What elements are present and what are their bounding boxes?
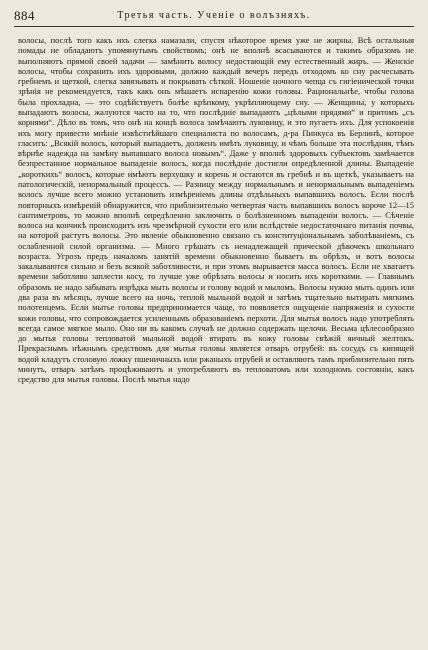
paragraph: волосы, послѣ того какъ ихъ слегка намазали, спустя нѣкоторое время уже не жирны. Всѣ остальныя помады не обладаютъ упомянутымъ свойствомъ; онѣ не вполнѣ всасываются и такимъ образомъ не выполняютъ прямой своей задачи — замѣнить волосу недостающій ему естественный жиръ. — Женскіе волосы, чтобы сохранить ихъ здоровыми, должно каждый вечеръ передъ отходомъ ко сну расчесывать гребнемъ и щеткой, слегка завязывать и покрывать сѣткой. Ношеніе ночного чепца съ гигіенической точки зрѣнія не рекомендуется, такъ какъ онъ мѣшаетъ испаренію кожи головы. Рациональнѣе, чтобы голова была прохладна, — это содѣйствуетъ болѣе крѣпкому, укрѣпляющему сну. — Женщины, у которыхъ выпадаютъ волосы, жалуются часто на то, что послѣдніе выпадаютъ „цѣлыми прядями“ и притомъ „съ корнями“. Дѣло въ томъ, что онѣ на концѣ волоса замѣчаютъ луковицу, и это пугаетъ ихъ. Для успокоенія ихъ могу привести мнѣніе извѣстнѣйшаго специалиста по волосамъ, д-ра Пинкуса въ Берлинѣ, которое гласитъ: „Всякій волосъ, который выпадаетъ, долженъ имѣть луковицу, и чѣмъ больше эта послѣдняя, тѣмъ вѣрнѣе надежда на замѣну выпавшаго волоса новымъ“. Даже у вполнѣ здоровыхъ субъектовъ замѣчается безпрестанное нормальное выпаденіе волосъ, когда послѣдніе достигли опредѣленной длины. Выпаденіе „короткихъ“ волосъ, которые имѣютъ верхушку и корень и остаются въ гребнѣ и въ щеткѣ, указываетъ на патологическій, ненормальный процессъ. — Разницу между нормальнымъ и ненормальнымъ выпаденіемъ волосъ лучше всего можно установить измѣреніемъ длины отдѣльныхъ выпавшихъ волосъ. Если послѣ повторныхъ измѣреній обнаружится, что приблизительно четвертая часть выпавшихъ волосъ короче 12—15 сантиметровъ, то можно вполнѣ опредѣленно заключить о болѣзненномъ выпаденіи волосъ. — Сѣченіе волоса на кончикѣ происходитъ изъ чрезмѣрной сухости его или вслѣдствіе недостаточнаго питанія почвы, на которой растутъ волосы. Это явленіе обыкновенно связано съ конституціональнымъ заболѣваніемъ, съ ослабленной силой организма. — Много грѣшатъ съ ненадлежащей прической дѣвочекъ школьнаго возраста. Угрозъ предъ началомъ занятій времени обыкновенно бываетъ въ обрѣзъ, и вотъ волосы закалываются сильно и безъ всякой заботливости, и при этомъ вырывается масса волосъ. Если не хватаетъ времени заботливо заплести косу, то лучше уже обрѣзать волосы и носить ихъ короткими. — Главнымъ образомъ не надо забывать изрѣдка мыть волосы и голову водой и мыломъ. Волосы нужно мыть одинъ или два раза въ мѣсяцъ, лучше всего на ночь, теплой мыльной водой и затѣмъ тщательно вытирать мягкимъ полотенцемъ. Если мытье головы предпринимается чаще, то появляется ощущеніе напряженія и сухости кожи головы, что сопровождается усиленнымъ образованіемъ перхоти. Для мытья волосъ надо употреблять всегда самое мягкое мыло. Оно ни въ какомъ случаѣ не должно содержать щелочи. Весьма цѣлесообразно до мытья головы тепловатой мыльной водой втирать въ кожу головы свѣжій яичный желтокъ. Прекраснымъ нѣжнымъ средствомъ для мытья головы является отваръ отрубей: въ сосудъ съ кипящей водой кладутъ столовую ложку пшеничныхъ или ржаныхъ отрубей и оставляютъ тамъ приблизительно пять минутъ, отваръ затѣмъ процѣживаютъ и употребляютъ въ тепловатомъ или холодномъ состояніи, какъ средство для мытья головы. Послѣ мытья надо <box>18 35 414 385</box>
page-number: 884 <box>14 8 35 23</box>
page-header <box>14 8 414 27</box>
body-text <box>14 35 414 385</box>
running-head: Третья часть. Ученіе о волъзняхъ. <box>117 10 311 21</box>
